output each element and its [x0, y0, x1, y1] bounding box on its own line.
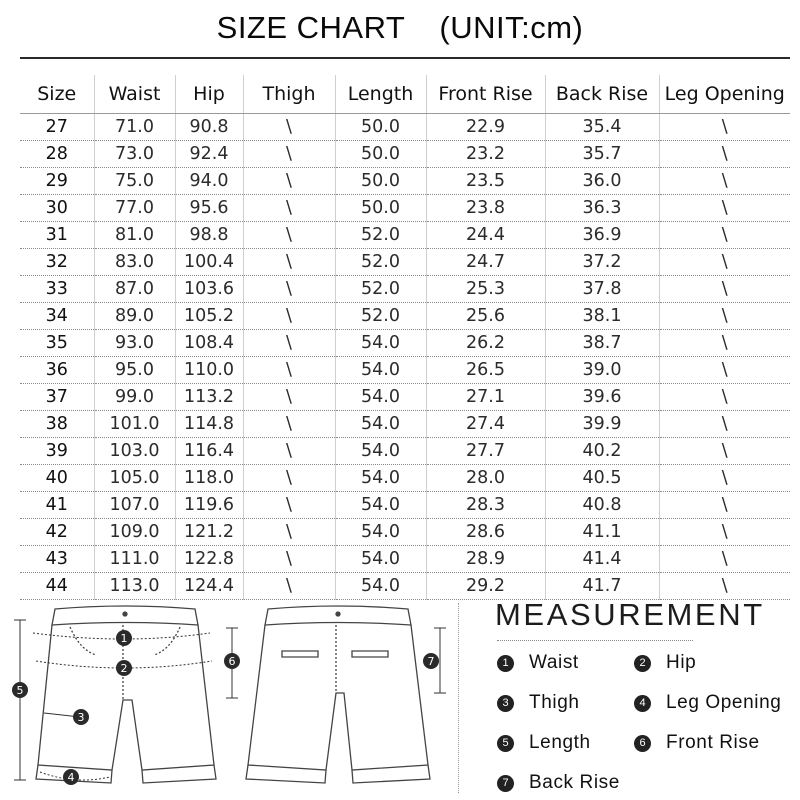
- diagram-marker-number: 2: [120, 662, 128, 675]
- table-cell: 27.7: [426, 438, 545, 465]
- table-cell: 94.0: [175, 168, 243, 195]
- table-cell: \: [659, 168, 790, 195]
- table-cell: 71.0: [94, 114, 175, 141]
- table-cell: 39.6: [545, 384, 659, 411]
- table-cell: 27: [20, 114, 94, 141]
- diagram-marker-number: 5: [16, 684, 24, 697]
- table-cell: 93.0: [94, 330, 175, 357]
- table-cell: \: [659, 222, 790, 249]
- table-cell: 100.4: [175, 249, 243, 276]
- table-cell: 22.9: [426, 114, 545, 141]
- diagram-marker: [423, 653, 439, 669]
- table-row: [20, 195, 790, 222]
- table-cell: 38.1: [545, 303, 659, 330]
- title-main: SIZE CHART: [216, 10, 406, 45]
- table-cell: 52.0: [335, 303, 426, 330]
- table-cell: 41.4: [545, 546, 659, 573]
- table-cell: 50.0: [335, 168, 426, 195]
- table-cell: 37.2: [545, 249, 659, 276]
- legend-number: 7: [497, 775, 514, 792]
- table-cell: 34: [20, 303, 94, 330]
- table-cell: 35.4: [545, 114, 659, 141]
- diagram-marker-number: 1: [120, 632, 128, 645]
- table-cell: 54.0: [335, 573, 426, 600]
- table-cell: 52.0: [335, 222, 426, 249]
- table-cell: \: [659, 411, 790, 438]
- diagram-marker: [116, 630, 132, 646]
- column-header: Hip: [175, 75, 243, 114]
- legend-label: Length: [529, 732, 591, 753]
- table-cell: \: [243, 438, 335, 465]
- legend-number: 3: [497, 695, 514, 712]
- table-cell: 113.2: [175, 384, 243, 411]
- table-body: [20, 114, 790, 600]
- table-cell: 54.0: [335, 411, 426, 438]
- diagram-marker-number: 7: [427, 655, 435, 668]
- back-markers: [423, 653, 439, 669]
- table-cell: 36.0: [545, 168, 659, 195]
- column-header: Back Rise: [545, 75, 659, 114]
- legend-label: Front Rise: [666, 732, 760, 753]
- table-cell: \: [659, 492, 790, 519]
- table-row: [20, 222, 790, 249]
- table-cell: 87.0: [94, 276, 175, 303]
- table-cell: 41: [20, 492, 94, 519]
- table-cell: 83.0: [94, 249, 175, 276]
- shorts-diagram: [0, 595, 460, 800]
- table-row: [20, 384, 790, 411]
- table-cell: 27.1: [426, 384, 545, 411]
- table-cell: \: [243, 222, 335, 249]
- column-header: Leg Opening: [659, 75, 790, 114]
- page-title: [0, 10, 800, 46]
- table-cell: 25.6: [426, 303, 545, 330]
- legend-number: 5: [497, 735, 514, 752]
- table-cell: 110.0: [175, 357, 243, 384]
- table-cell: 101.0: [94, 411, 175, 438]
- table-cell: 42: [20, 519, 94, 546]
- legend-item: [634, 732, 760, 754]
- table-cell: 28: [20, 141, 94, 168]
- table-cell: 108.4: [175, 330, 243, 357]
- table-cell: \: [243, 492, 335, 519]
- diagram-marker: [63, 769, 79, 785]
- table-cell: \: [659, 195, 790, 222]
- table-cell: 39.9: [545, 411, 659, 438]
- table-cell: \: [243, 276, 335, 303]
- table-header-row: [20, 75, 790, 114]
- legend-item: [497, 652, 579, 674]
- table-cell: \: [243, 411, 335, 438]
- table-cell: 44: [20, 573, 94, 600]
- table-cell: 54.0: [335, 519, 426, 546]
- table-cell: 52.0: [335, 249, 426, 276]
- table-cell: \: [243, 384, 335, 411]
- diagram-marker-number: 6: [228, 655, 236, 668]
- table-row: [20, 546, 790, 573]
- table-cell: 54.0: [335, 357, 426, 384]
- table-cell: 38.7: [545, 330, 659, 357]
- column-header: Front Rise: [426, 75, 545, 114]
- table-cell: 50.0: [335, 141, 426, 168]
- table-cell: 28.9: [426, 546, 545, 573]
- table-cell: 25.3: [426, 276, 545, 303]
- table-cell: 40.5: [545, 465, 659, 492]
- table-cell: 52.0: [335, 276, 426, 303]
- table-cell: 24.4: [426, 222, 545, 249]
- table-cell: 89.0: [94, 303, 175, 330]
- table-cell: 39: [20, 438, 94, 465]
- table-cell: \: [243, 114, 335, 141]
- table-row: [20, 168, 790, 195]
- legend-label: Thigh: [529, 692, 580, 713]
- table-cell: 27.4: [426, 411, 545, 438]
- table-cell: 114.8: [175, 411, 243, 438]
- table-row: [20, 411, 790, 438]
- table-cell: \: [243, 168, 335, 195]
- table-cell: \: [659, 438, 790, 465]
- table-cell: 81.0: [94, 222, 175, 249]
- table-row: [20, 330, 790, 357]
- table-cell: \: [243, 195, 335, 222]
- legend-item: [634, 692, 781, 714]
- table-cell: 90.8: [175, 114, 243, 141]
- legend-label: Hip: [666, 652, 697, 673]
- table-cell: 98.8: [175, 222, 243, 249]
- table-cell: 41.1: [545, 519, 659, 546]
- legend-number: 1: [497, 655, 514, 672]
- table-cell: 35: [20, 330, 94, 357]
- table-cell: 109.0: [94, 519, 175, 546]
- table-cell: \: [659, 357, 790, 384]
- legend-item: [497, 692, 580, 714]
- table-cell: 40: [20, 465, 94, 492]
- table-cell: 29.2: [426, 573, 545, 600]
- legend-number: 6: [634, 735, 651, 752]
- table-cell: 40.8: [545, 492, 659, 519]
- table-cell: 99.0: [94, 384, 175, 411]
- table-cell: 103.6: [175, 276, 243, 303]
- table-cell: \: [659, 114, 790, 141]
- table-cell: 54.0: [335, 438, 426, 465]
- table-cell: 23.8: [426, 195, 545, 222]
- column-header: Length: [335, 75, 426, 114]
- table-cell: 95.0: [94, 357, 175, 384]
- table-cell: 36.9: [545, 222, 659, 249]
- diagram-marker-number: 3: [77, 711, 85, 724]
- table-cell: \: [659, 141, 790, 168]
- table-cell: \: [659, 546, 790, 573]
- table-cell: 54.0: [335, 492, 426, 519]
- table-row: [20, 357, 790, 384]
- column-header: Thigh: [243, 75, 335, 114]
- table-cell: 105.0: [94, 465, 175, 492]
- table-cell: \: [659, 519, 790, 546]
- table-row: [20, 276, 790, 303]
- table-row: [20, 114, 790, 141]
- table-cell: 40.2: [545, 438, 659, 465]
- legend-number: 2: [634, 655, 651, 672]
- table-cell: 30: [20, 195, 94, 222]
- legend-label: Waist: [529, 652, 579, 673]
- table-cell: 118.0: [175, 465, 243, 492]
- table-cell: 103.0: [94, 438, 175, 465]
- legend-item: [497, 772, 620, 794]
- table-cell: \: [243, 249, 335, 276]
- table-cell: \: [659, 330, 790, 357]
- table-cell: 28.6: [426, 519, 545, 546]
- diagram-marker: [12, 682, 28, 698]
- table-row: [20, 141, 790, 168]
- diagram-marker: [116, 660, 132, 676]
- front-markers: [12, 630, 240, 785]
- table-cell: \: [243, 141, 335, 168]
- table-cell: 35.7: [545, 141, 659, 168]
- table-cell: 111.0: [94, 546, 175, 573]
- table-cell: \: [659, 465, 790, 492]
- table-cell: 37.8: [545, 276, 659, 303]
- table-cell: 54.0: [335, 546, 426, 573]
- diagram-marker-number: 4: [67, 771, 75, 784]
- legend-label: Leg Opening: [666, 692, 782, 713]
- table-cell: 122.8: [175, 546, 243, 573]
- table-cell: 41.7: [545, 573, 659, 600]
- title-underline: [20, 57, 790, 59]
- table-cell: 107.0: [94, 492, 175, 519]
- size-chart-table: [20, 75, 790, 600]
- table-cell: 23.5: [426, 168, 545, 195]
- table-cell: 92.4: [175, 141, 243, 168]
- measurement-guides: [14, 620, 446, 780]
- table-cell: 50.0: [335, 114, 426, 141]
- table-cell: \: [243, 546, 335, 573]
- table-cell: \: [243, 465, 335, 492]
- table-cell: \: [243, 303, 335, 330]
- table-cell: \: [659, 276, 790, 303]
- table-cell: 77.0: [94, 195, 175, 222]
- table-cell: 36: [20, 357, 94, 384]
- table-cell: 37: [20, 384, 94, 411]
- table-cell: 54.0: [335, 465, 426, 492]
- table-cell: \: [243, 519, 335, 546]
- table-cell: 75.0: [94, 168, 175, 195]
- table-cell: \: [659, 573, 790, 600]
- table-cell: 119.6: [175, 492, 243, 519]
- table-cell: 29: [20, 168, 94, 195]
- measurement-underline: [497, 640, 693, 641]
- table-cell: 28.0: [426, 465, 545, 492]
- table-cell: 28.3: [426, 492, 545, 519]
- table-cell: 124.4: [175, 573, 243, 600]
- legend-number: 4: [634, 695, 651, 712]
- diagram-marker: [224, 653, 240, 669]
- table-cell: \: [243, 573, 335, 600]
- table-cell: 26.5: [426, 357, 545, 384]
- title-unit: (UNIT:cm): [439, 10, 584, 45]
- table-cell: 50.0: [335, 195, 426, 222]
- table-cell: 73.0: [94, 141, 175, 168]
- table-cell: 24.7: [426, 249, 545, 276]
- table-cell: \: [243, 357, 335, 384]
- legend-item: [497, 732, 591, 754]
- legend-item: [634, 652, 696, 674]
- table-cell: 32: [20, 249, 94, 276]
- table-cell: 54.0: [335, 330, 426, 357]
- table-cell: 39.0: [545, 357, 659, 384]
- table-cell: \: [659, 384, 790, 411]
- table-cell: 43: [20, 546, 94, 573]
- shorts-back-illustration: [246, 606, 430, 783]
- table-cell: 31: [20, 222, 94, 249]
- table-row: [20, 519, 790, 546]
- table-row: [20, 249, 790, 276]
- table-cell: 95.6: [175, 195, 243, 222]
- table-cell: 121.2: [175, 519, 243, 546]
- measurement-title: MEASUREMENT: [495, 597, 765, 632]
- table-row: [20, 492, 790, 519]
- diagram-marker: [73, 709, 89, 725]
- table-cell: 105.2: [175, 303, 243, 330]
- table-cell: \: [659, 249, 790, 276]
- legend-label: Back Rise: [529, 772, 620, 793]
- table-cell: \: [243, 330, 335, 357]
- column-header: Size: [20, 75, 94, 114]
- table-row: [20, 465, 790, 492]
- table-cell: 26.2: [426, 330, 545, 357]
- table-cell: 113.0: [94, 573, 175, 600]
- table-cell: 33: [20, 276, 94, 303]
- table-cell: 116.4: [175, 438, 243, 465]
- table-cell: 36.3: [545, 195, 659, 222]
- table-cell: 38: [20, 411, 94, 438]
- table-row: [20, 303, 790, 330]
- column-header: Waist: [94, 75, 175, 114]
- table-cell: 23.2: [426, 141, 545, 168]
- table-cell: 54.0: [335, 384, 426, 411]
- table-row: [20, 438, 790, 465]
- table-cell: \: [659, 303, 790, 330]
